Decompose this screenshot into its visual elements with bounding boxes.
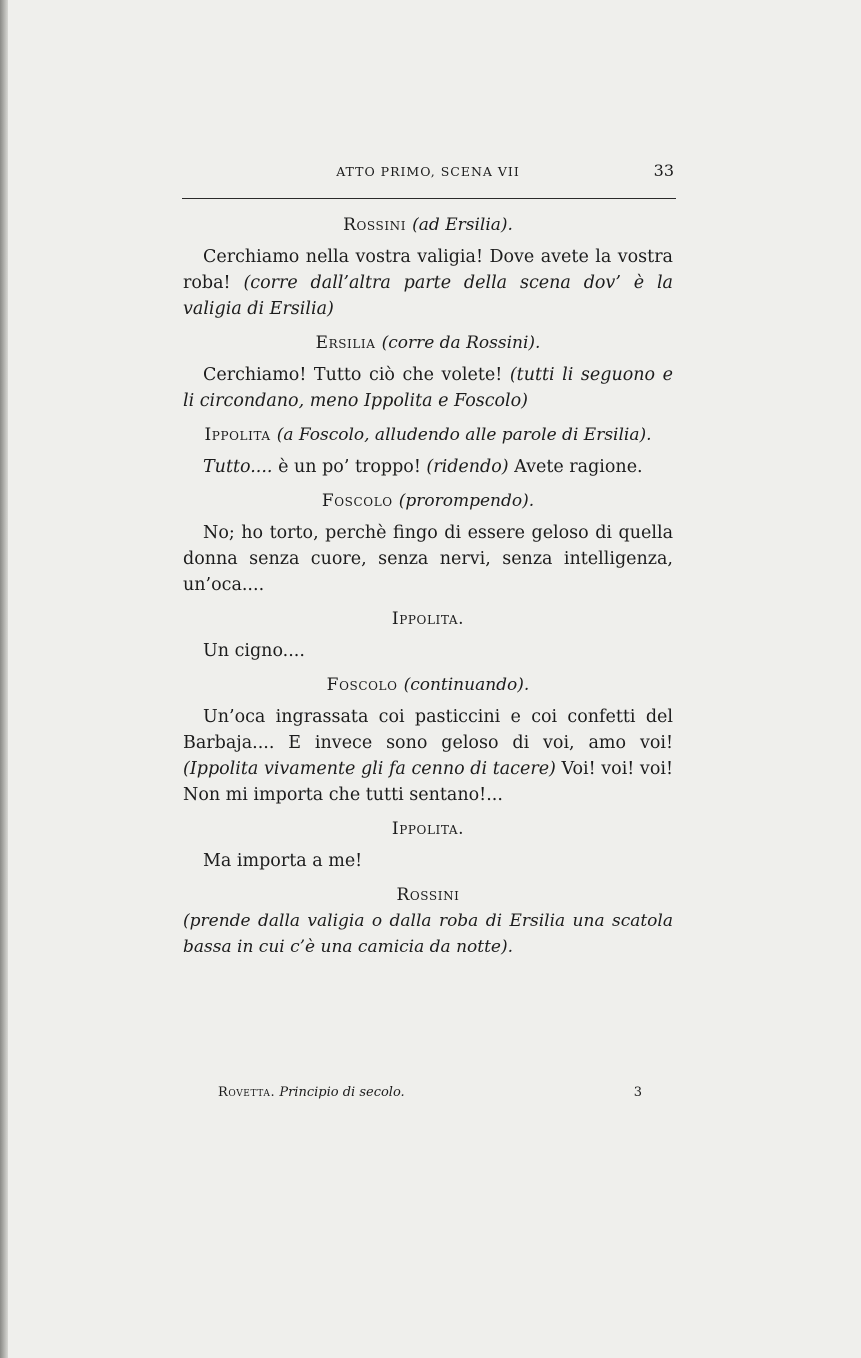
speech (183, 704, 673, 808)
speech (183, 244, 673, 322)
speech-text: è un po’ troppo! (272, 457, 427, 477)
speech (183, 454, 673, 480)
inline-stage-direction: (corre dall’altra parte della scena dov’ è la valigia di Ersilia) (183, 273, 673, 319)
stage-direction: (corre da Rossini). (381, 333, 541, 353)
speech (183, 848, 673, 874)
running-head: ATTO PRIMO, SCENA VII (336, 164, 520, 179)
speech-text: Voi! voi! voi! Non mi importa che tutti sentano!... (183, 759, 673, 805)
speaker-name: Foscolo (326, 675, 398, 695)
stage-direction: (continuando). (403, 675, 530, 695)
speaker-name: Ippolita (204, 425, 271, 445)
footer-signature: 3 (633, 1085, 642, 1100)
speech-text: Un cigno.... (203, 641, 305, 661)
page-header (182, 161, 674, 186)
speech-text: Ma importa a me! (203, 851, 363, 871)
speaker-heading (183, 212, 673, 238)
speaker-heading (183, 816, 673, 842)
play-text (183, 212, 673, 960)
page-footer (218, 1085, 642, 1100)
speaker-heading (183, 672, 673, 698)
footer-title: Principio di secolo. (279, 1085, 405, 1100)
speech (183, 638, 673, 664)
speech-text: Avete ragione. (508, 457, 643, 477)
stage-direction: (prorompendo). (398, 491, 535, 511)
stage-direction: (ad Ersilia). (412, 215, 513, 235)
speech-text: Cerchiamo nella vostra valigia! Dove avete la vostra roba! (183, 247, 673, 293)
footer-author: Rovetta. (218, 1085, 276, 1100)
inline-stage-direction: (ridendo) (426, 457, 509, 477)
stage-direction: (a Foscolo, alludendo alle parole di Ersilia). (276, 425, 652, 445)
speaker-heading (183, 330, 673, 356)
header-rule (182, 198, 676, 199)
speaker-name: Ippolita. (391, 819, 465, 839)
speaker-name: Foscolo (321, 491, 393, 511)
speaker-heading (183, 882, 673, 908)
stage-direction-block: (prende dalla valigia o dalla roba di Ersilia una scatola bassa in cui c’è una camicia da notte). (183, 911, 673, 957)
speech-text: Cerchiamo! Tutto ciò che volete! (203, 365, 510, 385)
speech-text: No; ho torto, perchè fingo di essere geloso di quella donna senza cuore, senza nervi, senza intelligenza, un’oca.... (183, 523, 673, 595)
inline-stage-direction: Tutto.... (203, 457, 273, 477)
speaker-heading (183, 422, 673, 448)
speaker-name: Ippolita. (391, 609, 465, 629)
speaker-name: Ersilia (315, 333, 376, 353)
inline-stage-direction: (Ippolita vivamente gli fa cenno di tacere) (183, 759, 556, 779)
speech-text: Un’oca ingrassata coi pasticcini e coi confetti del Barbaja.... E invece sono geloso di voi, amo voi! (183, 707, 673, 753)
speech (183, 362, 673, 414)
speaker-name: Rossini (343, 215, 407, 235)
page-edge (0, 0, 8, 1358)
inline-stage-direction: (tutti li seguono e li circondano, meno Ippolita e Foscolo) (183, 365, 673, 411)
speaker-heading (183, 606, 673, 632)
speaker-heading (183, 488, 673, 514)
speaker-name: Rossini (396, 885, 460, 905)
page-number: 33 (653, 161, 674, 180)
speech (183, 520, 673, 598)
